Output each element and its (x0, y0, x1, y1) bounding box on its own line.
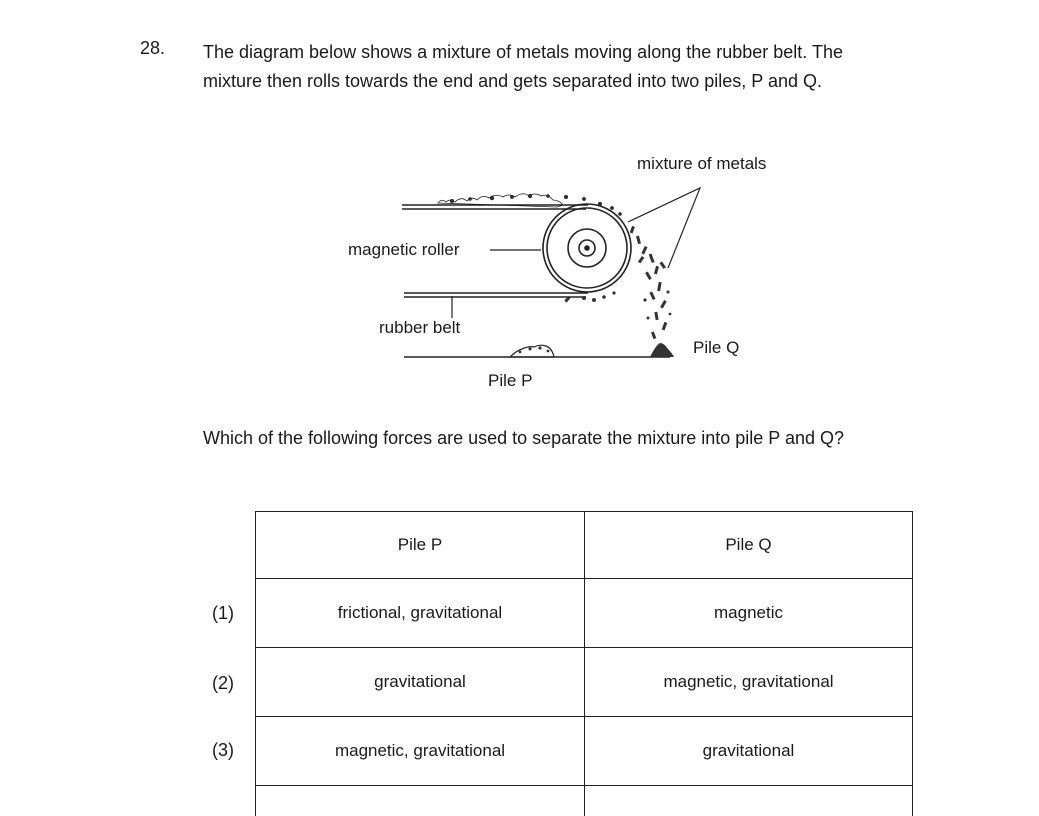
rubber-belt-label: rubber belt (379, 318, 460, 338)
table-row (256, 717, 913, 786)
row-4-pile-p (256, 786, 585, 816)
question-text-line-2: mixture then rolls towards the end and gets separated into two piles, P and Q. (203, 67, 1003, 96)
question-number: 28. (140, 38, 165, 59)
row-2-pile-q: magnetic, gravitational (585, 648, 913, 717)
option-3-label: (3) (212, 740, 234, 761)
table-row (256, 648, 913, 717)
header-pile-p: Pile P (256, 512, 585, 579)
row-1-pile-p: frictional, gravitational (256, 579, 585, 648)
pile-q-mound (650, 343, 674, 357)
row-3-pile-p: magnetic, gravitational (256, 717, 585, 786)
table-header-row (256, 512, 913, 579)
question-text-line-1: The diagram below shows a mixture of metals moving along the rubber belt. The (203, 38, 1003, 67)
option-2-label: (2) (212, 673, 234, 694)
sub-question: Which of the following forces are used to separate the mixture into pile P and Q? (203, 428, 844, 449)
pile-p-label: Pile P (488, 371, 532, 391)
row-1-pile-q: magnetic (585, 579, 913, 648)
pile-q-label: Pile Q (693, 338, 739, 358)
mixture-leader-line (628, 188, 700, 268)
table-row (256, 579, 913, 648)
option-1-label: (1) (212, 603, 234, 624)
mixture-of-metals-label: mixture of metals (637, 154, 766, 174)
header-pile-q: Pile Q (585, 512, 913, 579)
row-2-pile-p: gravitational (256, 648, 585, 717)
falling-mixture (630, 226, 672, 339)
row-4-pile-q (585, 786, 913, 816)
magnetic-roller-label: magnetic roller (348, 240, 460, 260)
table-row-cut-off (256, 786, 913, 816)
roller-center (585, 246, 589, 250)
row-3-pile-q: gravitational (585, 717, 913, 786)
answer-table (255, 511, 913, 816)
